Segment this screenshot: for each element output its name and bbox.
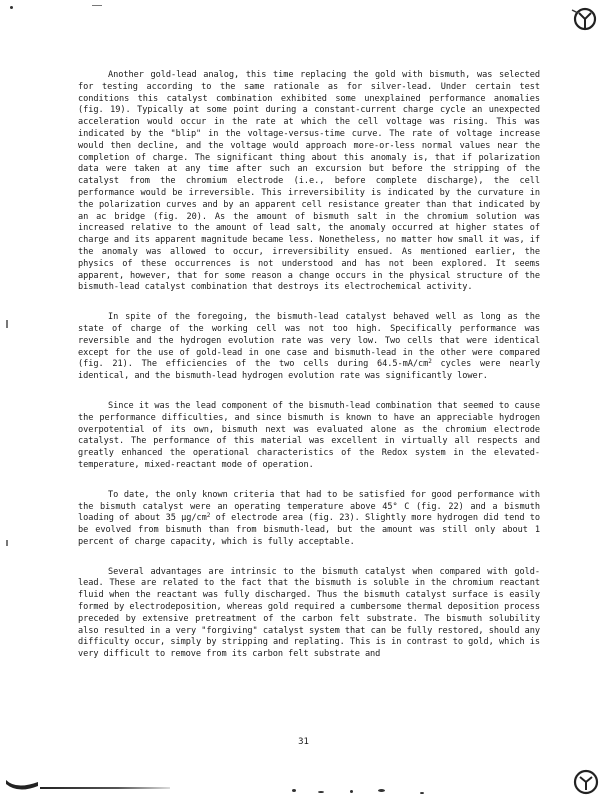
paragraph-text: Since it was the lead component of the bismuth-lead combination that seemed to cause the performance difficulties, and since bismuth is known to have an appreciable hydrogen overpotential of its own, bismuth next was evaluated alone as the chromium electrode catalyst. The performance of this material was excellent in virtually all respects and greatly enhanced the operational characteristics of the Redox system in the elevated-temperature, mixed-reactant mode of operation. (78, 400, 540, 470)
paragraph-5 (78, 567, 540, 661)
scan-smudge-icon (4, 774, 40, 792)
superscript: 2 (206, 512, 211, 520)
paragraph-text: To date, the only known criteria that had to be satisfied for good performance with the bismuth catalyst were an operating temperature above 45° C (fig. 22) and a bismuth loading of about 35 µg/cm (78, 489, 540, 524)
paragraph-text: cycles were nearly identical, and the bismuth-lead hydrogen evolution rate was significantly lower. (78, 359, 540, 382)
scan-line (40, 787, 170, 789)
scan-speck (318, 791, 324, 793)
superscript: 2 (428, 358, 432, 366)
paragraph-2 (78, 312, 540, 383)
registration-mark-icon (572, 768, 600, 796)
scan-speck (10, 6, 13, 9)
margin-mark (6, 540, 8, 546)
scan-speck (350, 790, 353, 793)
paragraph-text: of electrode area (fig. 23). Slightly more hydrogen did tend to be evolved from bismuth than from bismuth-lead, but the amount was still only about 1 percent of charge capacity, which is fully acceptable. (78, 513, 540, 547)
paragraph-text: Several advantages are intrinsic to the bismuth catalyst when compared with gold-lead. These are related to the fact that the bismuth is soluble in the chromium reactant fluid when the reactant was fully discharged. Thus the bismuth catalyst surface is easily formed by electrodeposition, whereas gold required a cumbersome thermal deposition process preceded by extensive pretreatment of the carbon felt substrate. The bismuth solubility also resulted in a very "forgiving" catalyst system that can be fully restored, should any difficulty occur, simply by stripping and replating. This is in contrast to gold, which is very difficult to remove from its carbon felt substrate and (78, 566, 540, 660)
scan-speck (378, 789, 385, 792)
registration-mark-icon (570, 4, 600, 32)
scan-speck (420, 792, 424, 794)
paragraph-text: Another gold-lead analog, this time replacing the gold with bismuth, was selected for testing according to the same rationale as for silver-lead. Under certain test conditions this catalyst combination exhibited some unexplained performance anomalies (fig. 19). Typically at some point during a constant-current charge cycle an unexpected acceleration would occur in the rate at which the cell voltage was rising. This was indicated by the "blip" in the voltage-versus-time curve. The rate of voltage increase would then decline, and the voltage would approach more-or-less normal values near the completion of charge. The significant thing about this anomaly is, that if polarization data were taken at any time after such an excursion but before the stripping of the catalyst from the chromium electrode (i.e., before complete discharge), the cell performance would be irreversible. This irreversibility is indicated by the curvature in the polarization curves and by an apparent cell resistance greater than that indicated by an ac bridge (fig. 20). As the amount of bismuth salt in the chromium solution was increased relative to the amount of lead salt, the anomaly occurred at higher states of charge and its apparent magnitude became less. Nonetheless, no matter how small it was, if the anomaly was allowed to occur, irreversibility ensued. As mentioned earlier, the physics of these occurrences is not understood and has not been explored. It seems apparent, however, that for some reason a change occurs in the physical structure of the bismuth-lead catalyst combination that destroys its electrochemical activity. (78, 70, 540, 293)
paragraph-text: In spite of the foregoing, the bismuth-lead catalyst behaved well as long as the state of charge of the working cell was not too high. Specifically performance was reversible and the hydrogen evolution rate was very low. Two cells that were identical except for the use of gold-lead in one case and bismuth-lead in the other were compared (fig. 21). The efficiencies of the two cells during 64.5-mA/cm (78, 312, 540, 370)
paragraph-4 (78, 490, 540, 549)
margin-mark (6, 320, 8, 328)
page-number: 31 (298, 737, 309, 747)
paragraph-3 (78, 401, 540, 472)
body-text (78, 70, 540, 661)
scan-speck (292, 789, 296, 792)
scan-speck (92, 5, 102, 6)
paragraph-1 (78, 70, 540, 294)
